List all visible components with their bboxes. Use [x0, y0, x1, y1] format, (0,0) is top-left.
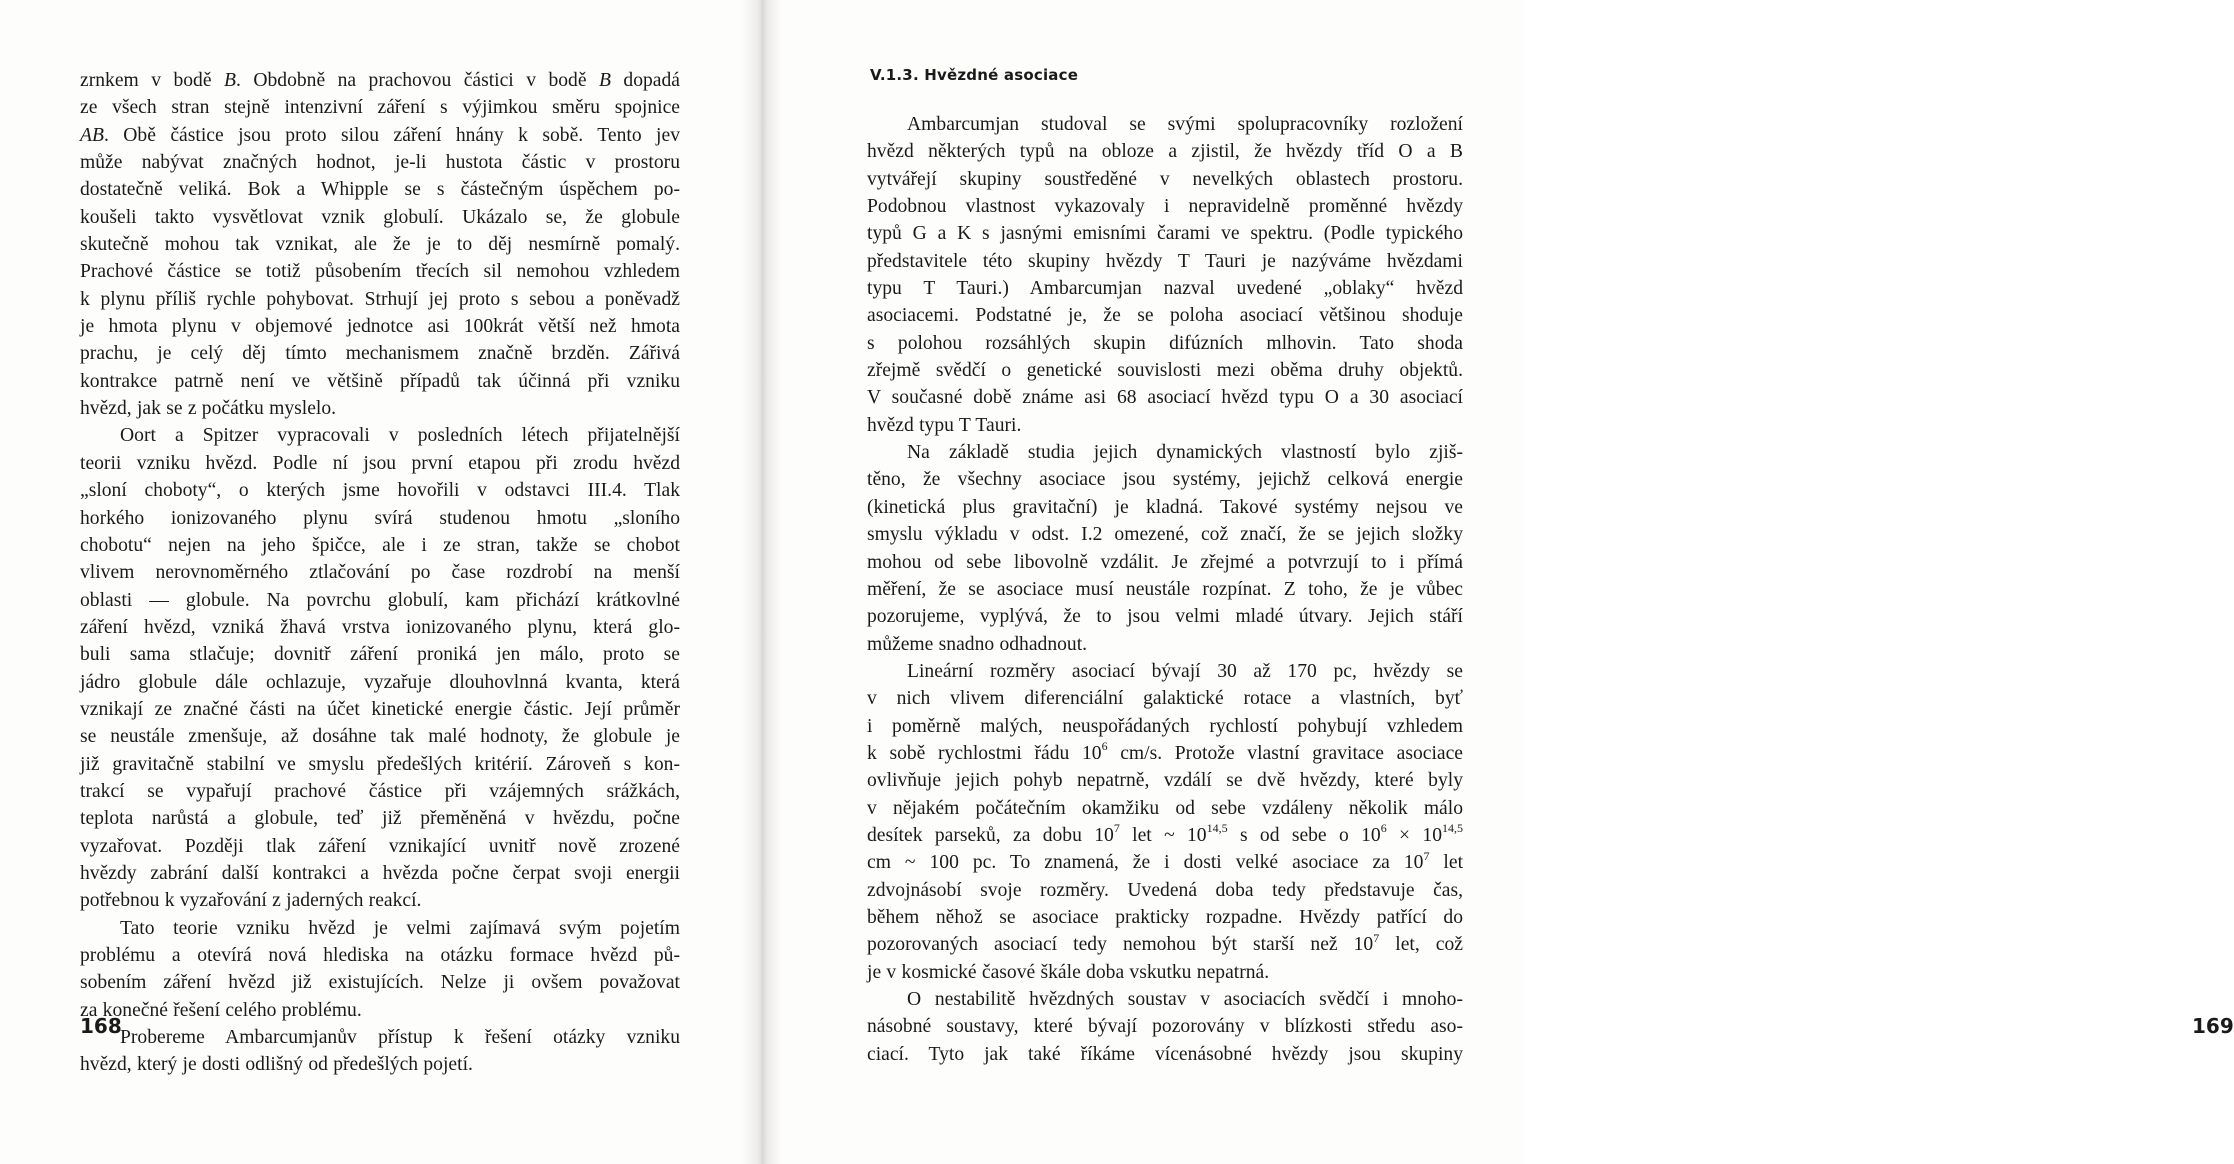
- text-line: vytvářejí skupiny soustředěné v nevelkých oblastech prostoru.: [867, 168, 1463, 190]
- text-line: prachu, je celý děj tímto mechanismem značně brzděn. Zářivá: [80, 343, 680, 365]
- text-line: představitele této skupiny hvězdy T Tauri je nazýváme hvězdami: [867, 250, 1463, 272]
- text-line: pozorujeme, vyplývá, že to jsou velmi mladé útvary. Jejich stáří: [867, 606, 1463, 628]
- text-line: Lineární rozměry asociací bývají 30 až 170 pc, hvězdy se: [907, 660, 1463, 682]
- text-line: horkého ionizovaného plynu svírá studenou hmotu „sloního: [80, 507, 680, 529]
- text-line: koušeli takto vysvětlovat vznik globulí. Ukázalo se, že globule: [80, 206, 680, 228]
- left-page: [0, 0, 760, 1164]
- left-page-number: 168: [80, 1014, 122, 1038]
- text-line: Na základě studia jejich dynamických vlastností bylo zjiš-: [907, 442, 1463, 464]
- text-line: Podobnou vlastnost vykazovaly i nepravidelně proměnné hvězdy: [867, 196, 1463, 218]
- text-line: ovlivňuje jejich pohyb nepatrně, vzdálí se dvě hvězdy, které byly: [867, 770, 1463, 792]
- text-line: v nějakém počátečním okamžiku od sebe vzdáleny několik málo: [867, 797, 1463, 819]
- right-page: [762, 0, 2234, 1164]
- text-line: potřebnou k vyzařování z jaderných reakcí.: [80, 890, 422, 912]
- text-line: hvězd některých typů na obloze a zjistil, že hvězdy tříd O a B: [867, 141, 1463, 163]
- text-line: typu T Tauri.) Ambarcumjan nazval uvedené „oblaky“ hvězd: [867, 278, 1463, 300]
- right-page-body: [867, 111, 1463, 1068]
- text-line: s polohou rozsáhlých skupin difúzních mlhovin. Tato shoda: [867, 332, 1463, 354]
- text-line: hvězdy zabrání další kontrakci a hvězda počne čerpat svoji energii: [80, 862, 680, 884]
- left-page-body: [80, 67, 680, 1079]
- right-page-number: 169: [2192, 1014, 2234, 1038]
- text-line: těno, že všechny asociace jsou systémy, jejichž celková energie: [867, 469, 1463, 491]
- text-line: Ambarcumjan studoval se svými spolupracovníky rozložení: [907, 114, 1463, 135]
- text-line: asociacemi. Podstatné je, že se poloha asociací většinou shoduje: [867, 305, 1463, 327]
- text-line: jádro globule dále ochlazuje, vyzařuje dlouhovlnná kvanta, která: [80, 671, 680, 693]
- text-line: ze všech stran stejně intenzivní záření s výjimkou směru spojnice: [80, 97, 680, 119]
- text-line: V současné době známe asi 68 asociací hvězd typu O a 30 asociací: [867, 387, 1463, 409]
- text-line: hvězd, který je dosti odlišný od předešlých pojetí.: [80, 1054, 473, 1076]
- text-line: typů G a K s jasnými emisními čarami ve spektru. (Podle typického: [867, 223, 1463, 245]
- text-line: měření, že se asociace musí neustále rozpínat. Z toho, že je vůbec: [867, 578, 1463, 600]
- text-line: k sobě rychlostmi řádu $10^6$ cm/s. Protože vlastní gravitace asociace: [867, 739, 1463, 764]
- text-line: během něhož se asociace prakticky rozpadne. Hvězdy patřící do: [867, 906, 1463, 928]
- text-line: kontrakce patrně není ve většině případů tak účinná při vzniku: [80, 370, 680, 392]
- text-line: oblasti — globule. Na povrchu globulí, kam přichází krátkovlné: [80, 589, 680, 611]
- text-line: (kinetická plus gravitační) je kladná. Takové systémy nejsou ve: [867, 496, 1463, 518]
- text-line: Oort a Spitzer vypracovali v posledních létech přijatelnější: [120, 425, 680, 447]
- text-line: „sloní choboty“, o kterých jsme hovořili v odstavci III.4. Tlak: [80, 480, 680, 502]
- text-line: problému a otevírá nová hlediska na otázku formace hvězd pů-: [80, 945, 680, 966]
- text-line: v nich vlivem diferenciální galaktické rotace a vlastních, byť: [867, 688, 1463, 710]
- text-line: dostatečně veliká. Bok a Whipple se s částečným úspěchem po-: [80, 179, 680, 201]
- text-line: je v kosmické časové škále doba vskutku nepatrná.: [867, 961, 1270, 983]
- text-line: O nestabilitě hvězdných soustav v asociacích svědčí i mnoho-: [907, 989, 1463, 1010]
- text-line: je hmota plynu v objemové jednotce asi 100krát větší než hmota: [80, 316, 680, 338]
- text-line: záření hvězd, vzniká žhavá vrstva ionizovaného plynu, která glo-: [80, 616, 680, 638]
- text-line: může nabývat značných hodnot, je-li hustota částic v prostoru: [80, 152, 680, 174]
- text-line: můžeme snadno odhadnout.: [867, 633, 1088, 655]
- text-line: již gravitačně stabilní ve smyslu předešlých kritérií. Zároveň s kon-: [80, 753, 680, 775]
- text-line: zrnkem v bodě B. Obdobně na prachovou částici v bodě B dopadá: [80, 70, 681, 91]
- text-line: i poměrně malých, neuspořádaných rychlostí pohybují vzhledem: [867, 715, 1463, 737]
- text-line: teplota narůstá a globule, teď již přeměněná v hvězdu, počne: [80, 808, 680, 830]
- text-line: sobením záření hvězd již existujících. Nelze ji ovšem považovat: [80, 972, 680, 994]
- text-line: smyslu výkladu v odst. I.2 omezené, což značí, že se jejich složky: [867, 524, 1463, 546]
- text-line: teorii vzniku hvězd. Podle ní jsou první etapou při zrodu hvězd: [80, 452, 680, 474]
- text-line: za konečné řešení celého problému.: [80, 999, 362, 1021]
- text-line: Tato teorie vzniku hvězd je velmi zajímavá svým pojetím: [120, 917, 680, 939]
- text-line: se neustále zmenšuje, až dosáhne tak malé hodnoty, že globule je: [80, 726, 680, 748]
- text-line: mohou od sebe libovolně vzdálit. Je zřejmé a potvrzují to i přímá: [867, 551, 1463, 573]
- text-line: k plynu příliš rychle pohybovat. Strhují jej proto s sebou a poněvadž: [80, 288, 680, 310]
- text-line: hvězd typu T Tauri.: [867, 414, 1022, 436]
- text-line: buli sama stlačuje; dovnitř záření proniká jen málo, proto se: [80, 644, 680, 666]
- text-line: hvězd, jak se z počátku myslelo.: [80, 398, 337, 420]
- text-line: chobotu“ nejen na jeho špičce, ale i ze stran, takže se chobot: [80, 534, 680, 556]
- text-line: skutečně mohou tak vznikat, ale že je to děj nesmírně pomalý.: [80, 234, 680, 256]
- text-line: AB. Obě částice jsou proto silou záření hnány k sobě. Tento jev: [80, 124, 680, 146]
- text-line: desítek parseků, za dobu $10^7$ let ~ 10$^{14,5}$ s od sebe o $10^6 \times 10^{14,5}$: [867, 821, 1463, 846]
- text-line: vznikají ze značné části na účet kinetické energie částic. Její průměr: [80, 698, 680, 720]
- section-heading: V.1.3. Hvězdné asociace: [870, 66, 1079, 84]
- text-line: pozorovaných asociací tedy nemohou být starší než $10^7$ let, což: [867, 930, 1463, 956]
- text-line: ciací. Tyto jak také říkáme vícenásobné hvězdy jsou skupiny: [867, 1043, 1463, 1065]
- text-line: zdvojnásobí svoje rozměry. Uvedená doba tedy představuje čas,: [867, 879, 1463, 901]
- text-line: vyzařovat. Později tlak záření vznikající uvnitř nově zrozené: [80, 835, 680, 857]
- text-line: Prachové částice se totiž působením třecích sil nemohou vzhledem: [80, 261, 680, 283]
- text-line: násobné soustavy, které bývají pozorovány v blízkosti středu aso-: [867, 1016, 1463, 1038]
- text-line: zřejmě svědčí o genetické souvislosti mezi oběma druhy objektů.: [867, 360, 1463, 382]
- text-line: vlivem nerovnoměrného ztlačování po čase rozdrobí na menší: [80, 562, 680, 584]
- text-line: cm ~ 100 pc. To znamená, že i dosti velké asociace za $10^7$ let: [867, 848, 1464, 874]
- text-line: Probereme Ambarcumjanův přístup k řešení otázky vzniku: [120, 1027, 680, 1049]
- text-line: trakcí se vypařují prachové částice při vzájemných srážkách,: [80, 780, 680, 802]
